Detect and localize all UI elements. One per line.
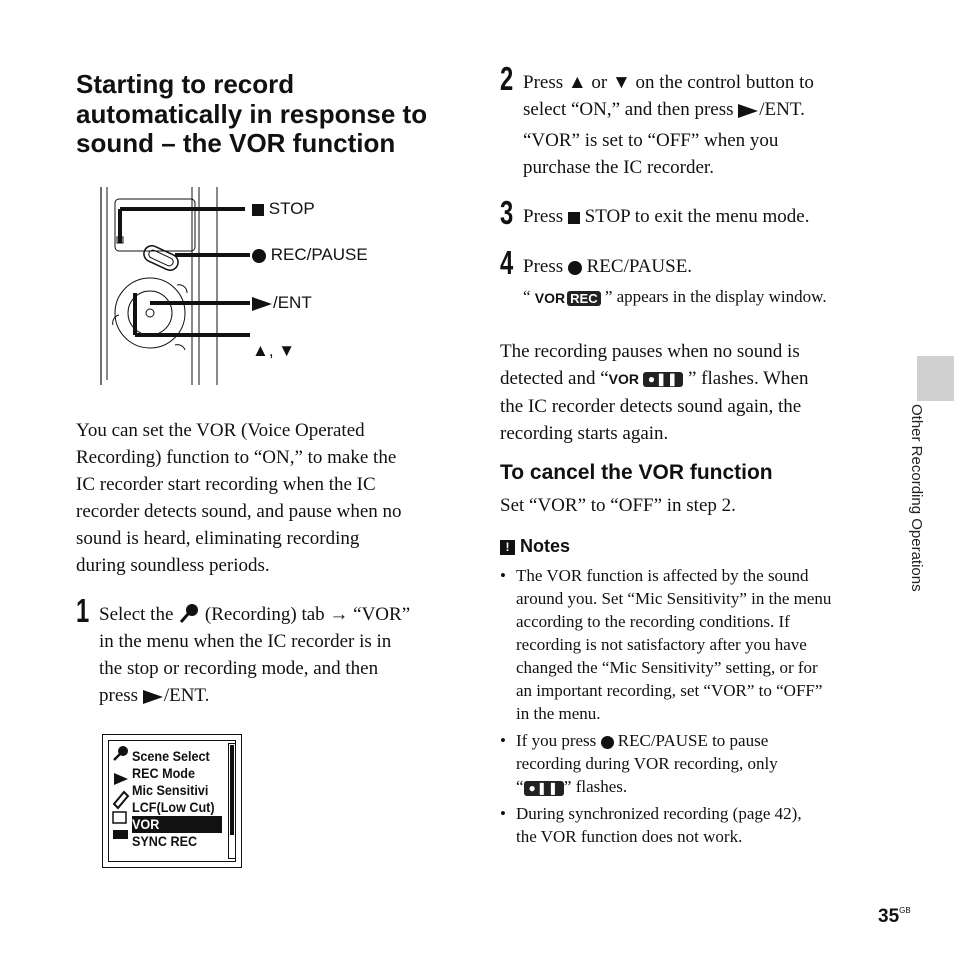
notes-list	[500, 564, 890, 848]
menu-item[interactable]: Scene Select	[132, 748, 210, 764]
vor-rec-badge: VOR REC	[535, 290, 601, 306]
cancel-text: Set “VOR” to “OFF” in step 2.	[500, 495, 736, 516]
stop-icon	[252, 204, 264, 216]
title-line: sound – the VOR function	[76, 128, 396, 158]
display-note: “ VOR REC ” appears in the display window.	[523, 287, 827, 307]
microphone-icon	[178, 603, 200, 623]
edit-icon	[114, 792, 128, 808]
note-item: • If you press REC/PAUSE to pause recording during VOR recording, only “ ●❚❚ ” flashes.	[500, 731, 778, 796]
step-number: 1	[76, 592, 90, 629]
section-label: Other Recording Operations	[908, 404, 925, 592]
menu-tab-icons	[110, 744, 132, 844]
ic-recorder-illustration	[95, 185, 255, 390]
display-icon	[113, 812, 126, 823]
page-number: $35^{GB}$	[878, 906, 911, 927]
play-triangle-icon	[738, 104, 758, 118]
callout-rec-pause: REC/PAUSE	[252, 245, 368, 265]
note-item: • During synchronized recording (page 42), the VOR function does not work.	[500, 804, 802, 846]
menu-item[interactable]: LCF(Low Cut)	[132, 799, 215, 815]
pause-paragraph: The recording pauses when no sound is detected and “ VOR ●❚❚ ” flashes. When the IC recorder detects sound again, the recording starts again.	[500, 341, 809, 445]
intro-paragraph: You can set the VOR (Voice Operated Recording) function to “ON,” to make the IC recorder start recording when the IC recorder detects sound, and pause when no sound is heard, eliminating recording during soundless periods.	[76, 420, 402, 576]
step-number: 2	[500, 60, 514, 97]
note-item: • The VOR function is affected by the sound around you. Set “Mic Sensitivity” in the menu according to the recording conditions. If recording is not satisfactory after you have changed the “Mic Sensitivity” setting, or for an important recording, set “VOR” to “OFF” in the menu.	[500, 566, 832, 723]
vor-pause-badge: VOR ●❚❚	[609, 366, 684, 393]
menu-item[interactable]: REC Mode	[132, 765, 195, 781]
record-dot-icon	[568, 261, 582, 275]
section-tab	[917, 356, 954, 401]
callout-ent: /ENT	[252, 293, 312, 313]
notes-heading: ! Notes	[500, 536, 570, 557]
page-title	[76, 70, 476, 159]
step4-text: Press REC/PAUSE.	[523, 256, 693, 277]
menu-item[interactable]: Mic Sensitivi	[132, 782, 209, 798]
pause-icon: ●❚❚	[643, 372, 683, 387]
note-icon: !	[500, 540, 515, 555]
menu-item[interactable]: SYNC REC	[132, 833, 198, 849]
step-number: 4	[500, 244, 514, 281]
record-dot-icon	[601, 736, 614, 749]
step3-text: Press STOP to exit the menu mode.	[523, 206, 810, 227]
toolbox-icon	[113, 830, 128, 839]
microphone-icon	[114, 754, 120, 760]
step2-text: Press ▲ or ▼ on the control button to select “ON,” and then press /ENT. “VOR” is set to “OFF” when you purchase the IC recorder.	[523, 72, 814, 178]
callout-stop: STOP	[252, 199, 315, 219]
cancel-heading: To cancel the VOR function	[500, 461, 773, 484]
play-icon	[114, 773, 128, 785]
title-line: automatically in response to	[76, 98, 428, 129]
callout-updown: ▲, ▼	[252, 341, 296, 360]
play-triangle-icon	[252, 297, 272, 311]
record-dot-icon	[252, 249, 266, 263]
pause-icon: ●❚❚	[524, 781, 564, 796]
title-line: Starting to record	[76, 69, 295, 99]
play-triangle-icon	[143, 690, 163, 704]
step-number: 3	[500, 194, 514, 231]
menu-scrollbar	[228, 743, 236, 859]
menu-item-selected[interactable]: VOR	[132, 816, 222, 833]
stop-icon	[568, 212, 580, 224]
step1-text: Select the (Recording) tab → “VOR” in the menu when the IC recorder is in the stop or recording mode, and then press /ENT.	[99, 604, 411, 706]
